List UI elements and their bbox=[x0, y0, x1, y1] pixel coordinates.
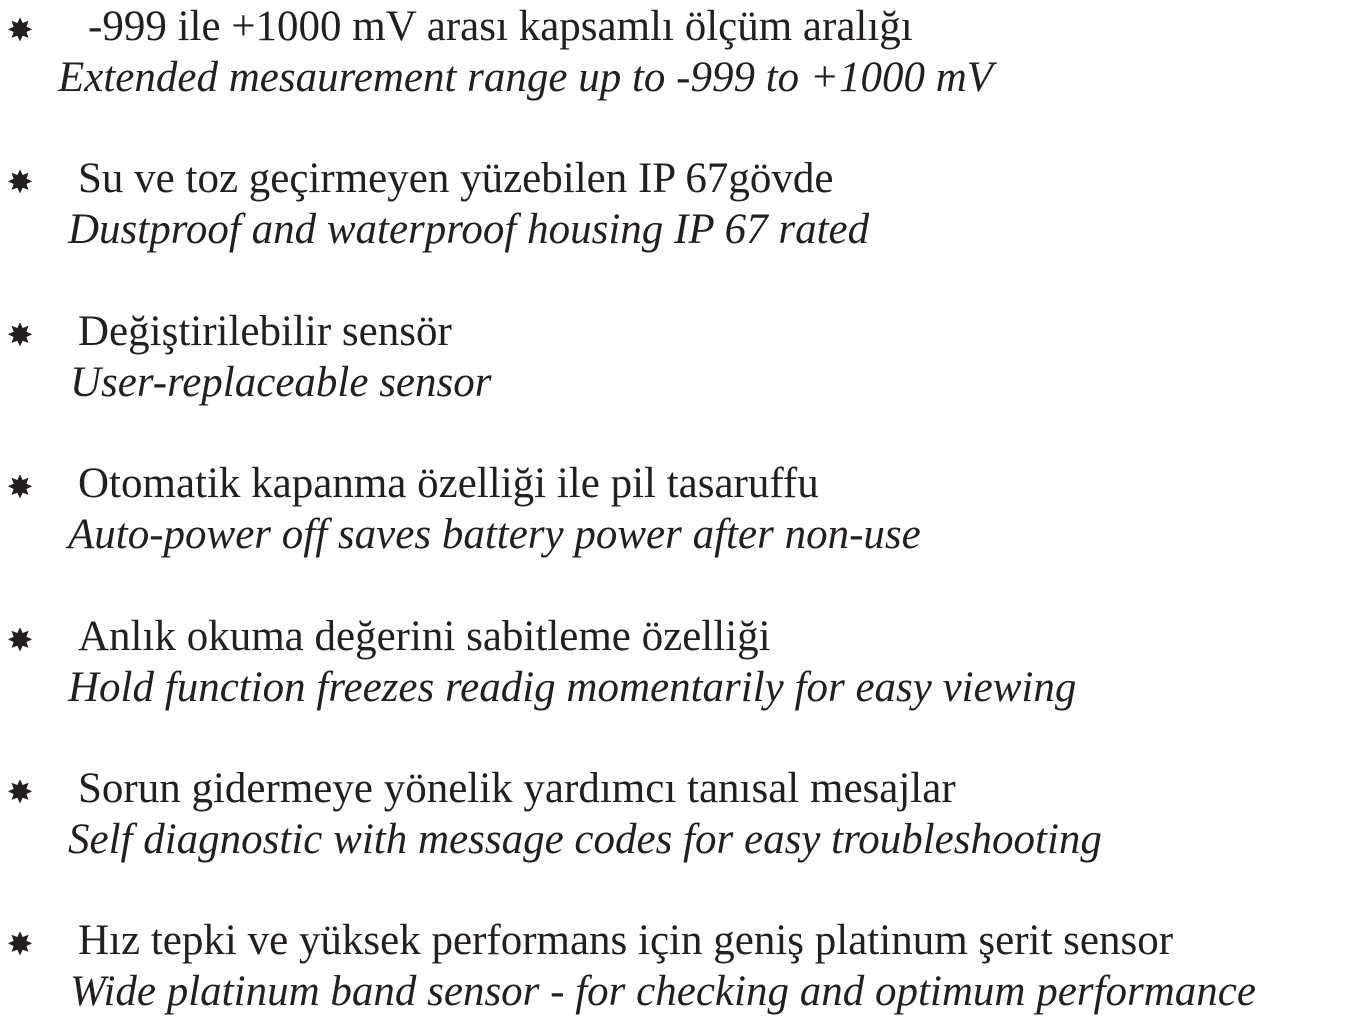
feature-item bbox=[0, 0, 1352, 110]
feature-text-english: Hold function freezes readig momentarily for easy viewing bbox=[68, 664, 1077, 711]
feature-text-english: Auto-power off saves battery power after non-use bbox=[68, 511, 921, 558]
feature-text-turkish: Su ve toz geçirmeyen yüzebilen IP 67gövde bbox=[78, 155, 834, 202]
feature-item bbox=[0, 457, 1352, 567]
feature-item bbox=[0, 914, 1352, 1024]
star-bullet-icon: ✸ bbox=[6, 774, 34, 810]
star-bullet-icon: ✸ bbox=[6, 164, 34, 200]
feature-text-turkish: -999 ile +1000 mV arası kapsamlı ölçüm aralığı bbox=[88, 3, 913, 50]
feature-text-turkish: Anlık okuma değerini sabitleme özelliği bbox=[78, 613, 771, 660]
feature-text-turkish: Otomatik kapanma özelliği ile pil tasaruffu bbox=[78, 460, 819, 507]
star-bullet-icon: ✸ bbox=[6, 317, 34, 353]
feature-item bbox=[0, 610, 1352, 720]
feature-item bbox=[0, 762, 1352, 872]
star-bullet-icon: ✸ bbox=[6, 12, 34, 48]
feature-text-turkish: Değiştirilebilir sensör bbox=[78, 308, 452, 355]
star-bullet-icon: ✸ bbox=[6, 469, 34, 505]
feature-text-english: Self diagnostic with message codes for easy troubleshooting bbox=[68, 816, 1102, 863]
feature-text-english: Extended mesaurement range up to -999 to +1000 mV bbox=[58, 54, 994, 101]
feature-text-english: Wide platinum band sensor - for checking and optimum performance bbox=[70, 968, 1256, 1015]
feature-text-english: Dustproof and waterproof housing IP 67 rated bbox=[68, 206, 870, 253]
feature-text-turkish: Sorun gidermeye yönelik yardımcı tanısal mesajlar bbox=[78, 765, 956, 812]
feature-item bbox=[0, 305, 1352, 415]
feature-text-turkish: Hız tepki ve yüksek performans için geniş platinum şerit sensor bbox=[78, 917, 1174, 964]
star-bullet-icon: ✸ bbox=[6, 622, 34, 658]
feature-item bbox=[0, 152, 1352, 262]
feature-text-english: User-replaceable sensor bbox=[70, 359, 492, 406]
star-bullet-icon: ✸ bbox=[6, 926, 34, 962]
